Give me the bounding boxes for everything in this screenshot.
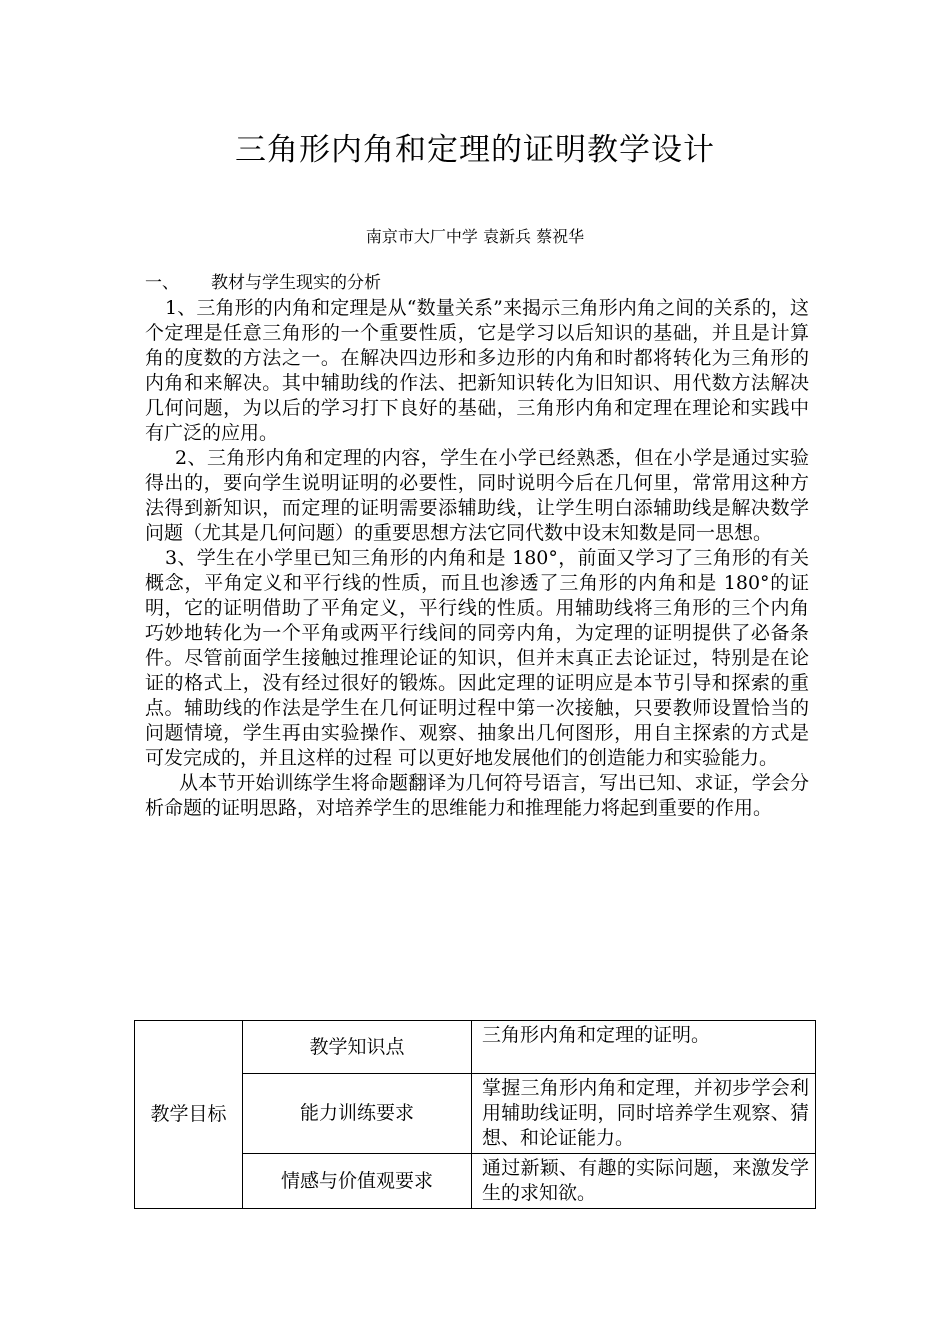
goal-item-cell: 情感与价值观要求 <box>243 1154 472 1209</box>
teaching-goals-table <box>134 1020 816 1209</box>
author-line: 南京市大厂中学 袁新兵 蔡祝华 <box>365 227 585 246</box>
paragraph-1: 1、三角形的内角和定理是从“数量关系”来揭示三角形内角之间的关系的，这个定理是任意三角形的一个重要性质，它是学习以后知识的基础，并且是计算角的度数的方法之一。在解决四边形和多边形的内角和时都将转化为三角形的内角和来解决。其中辅助线的作法、把新知识转化为旧知识、用代数方法解决几何问题，为以后的学习打下良好的基础，三角形内角和定理在理论和实践中有广泛的应用。 <box>145 297 809 444</box>
section-number: 一、 <box>145 273 179 293</box>
goals-category-cell: 教学目标 <box>135 1021 243 1209</box>
goal-content-cell: 掌握三角形内角和定理，并初步学会利用辅助线证明，同时培养学生观察、猜想、和论证能力。 <box>471 1074 815 1154</box>
paragraph-2: 2、三角形内角和定理的内容，学生在小学已经熟悉，但在小学是通过实验得出的，要向学生说明证明的必要性，同时说明今后在几何里，常常用这种方法得到新知识，而定理的证明需要添辅助线，让学生明白添辅助线是解决数学问题（尤其是几何问题）的重要思想方法它同代数中设末知数是同一思想。 <box>145 447 809 544</box>
goal-content-cell: 通过新颖、有趣的实际问题，来激发学生的求知欲。 <box>471 1154 815 1209</box>
goal-content-cell: 三角形内角和定理的证明。 <box>471 1021 815 1074</box>
goal-item-cell: 教学知识点 <box>243 1021 472 1074</box>
table-row <box>135 1021 816 1074</box>
paragraph-4: 从本节开始训练学生将命题翻译为几何符号语言，写出已知、求证，学会分析命题的证明思路，对培养学生的思维能力和推理能力将起到重要的作用。 <box>145 772 809 819</box>
document-title: 三角形内角和定理的证明教学设计 <box>235 132 715 168</box>
section-title: 教材与学生现实的分析 <box>211 273 381 293</box>
section-body <box>145 296 809 821</box>
paragraph-3: 3、学生在小学里已知三角形的内角和是 180°，前面又学习了三角形的有关概念，平角定义和平行线的性质，而且也渗透了三角形的内角和是 180°的证明，它的证明借助了平角定义，平行线的性质。用辅助线将三角形的三个内角巧妙地转化为一个平角或两平行线间的同旁内角，为定理的证明提供了必备条件。尽管前面学生接触过推理论证的知识，但并末真正去论证过，特别是在论证的格式上，没有经过很好的锻炼。因此定理的证明应是本节引导和探索的重点。辅助线的作法是学生在几何证明过程中第一次接触，只要教师设置恰当的问题情境，学生再由实验操作、观察、抽象出几何图形，用自主探索的方式是可发完成的，并且这样的过程 可以更好地发展他们的创造能力和实验能力。 <box>145 547 809 769</box>
section-heading <box>145 271 381 295</box>
goal-item-cell: 能力训练要求 <box>243 1074 472 1154</box>
